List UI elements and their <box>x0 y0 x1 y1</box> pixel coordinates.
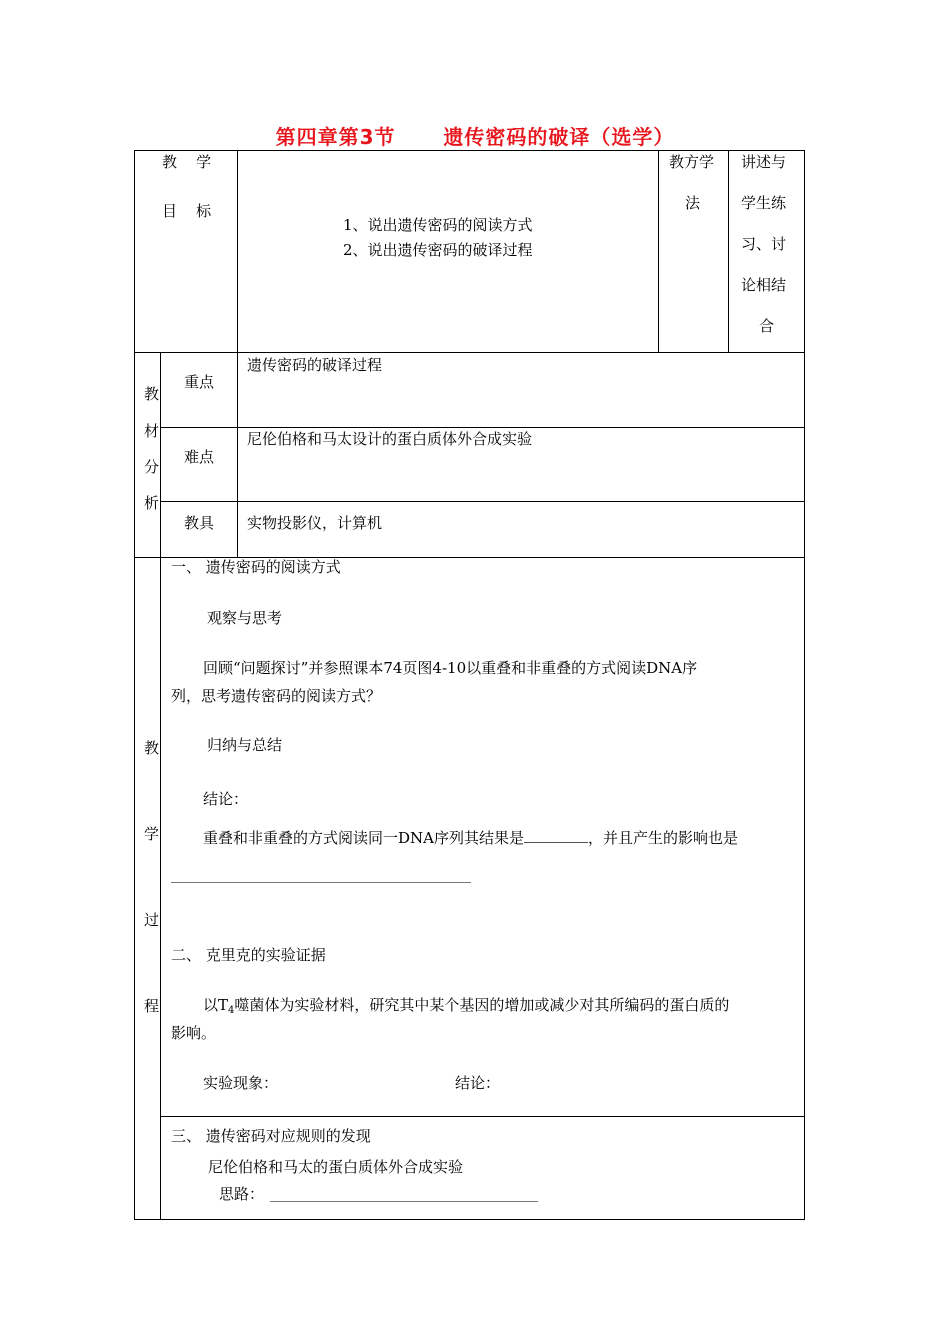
process-label-char-2: 学 <box>144 825 160 843</box>
method-text-line5: 合 <box>759 317 775 335</box>
section-1-observe: 观察与思考 <box>207 609 283 627</box>
teaching-aids-content: 实物投影仪，计算机 <box>247 514 383 532</box>
section-2-phenomenon-label: 实验现象： <box>203 1074 279 1092</box>
section-1-paragraph-line2: 列，思考遗传密码的阅读方式？ <box>171 687 382 705</box>
key-point-label: 重点 <box>184 373 215 391</box>
teaching-aids-label: 教具 <box>184 514 215 532</box>
method-text-line1: 讲述与 <box>741 153 787 171</box>
section-1-conclusion-label: 结论： <box>203 790 249 808</box>
method-label-line2: 法 <box>685 194 701 212</box>
analysis-label-char-3: 分 <box>144 458 160 476</box>
section-2-paragraph-line2: 影响。 <box>171 1024 217 1042</box>
difficulty-content: 尼伦伯格和马太设计的蛋白质体外合成实验 <box>247 430 533 448</box>
method-text-line2: 学生练 <box>741 194 787 212</box>
method-text-line4: 论相结 <box>741 276 787 294</box>
method-label-line1: 教方学 <box>669 153 715 171</box>
section-3-heading: 三、 遗传密码对应规则的发现 <box>171 1127 371 1145</box>
section-2-text-post: 噬菌体为实验材料，研究其中某个基因的增加或减少对其所编码的蛋白质的 <box>234 996 730 1014</box>
analysis-label-char-4: 析 <box>144 494 160 512</box>
section-1-result-text-b: ，并且产生的影响也是 <box>588 829 739 847</box>
objective-item-1: 1、说出遗传密码的阅读方式 <box>343 216 533 234</box>
section-1-heading: 一、 遗传密码的阅读方式 <box>171 558 341 576</box>
section-2-heading: 二、 克里克的实验证据 <box>171 946 326 964</box>
method-text-line3: 习、讨 <box>741 235 787 253</box>
answer-blank-line[interactable] <box>171 882 471 883</box>
analysis-label-char-2: 材 <box>144 422 160 440</box>
key-point-content: 遗传密码的破译过程 <box>247 356 383 374</box>
result-blank[interactable] <box>524 828 588 843</box>
objectives-label-top: 教 学 <box>162 153 212 171</box>
process-label-char-3: 过 <box>144 911 160 929</box>
section-2-text-pre: 以T <box>203 996 229 1014</box>
section-1-summarize: 归纳与总结 <box>207 736 283 754</box>
section-2-text-subscript: 4 <box>228 1005 235 1016</box>
section-1-result-text-a: 重叠和非重叠的方式阅读同一DNA序列其结果是 <box>203 829 524 847</box>
section-1-result-line <box>203 828 738 846</box>
analysis-label-char-1: 教 <box>144 385 160 403</box>
process-label-char-1: 教 <box>144 739 160 757</box>
objectives-label-bottom: 目 标 <box>162 202 212 220</box>
process-label-char-4: 程 <box>144 997 160 1015</box>
section-2-paragraph-line1 <box>203 998 729 1016</box>
difficulty-label: 难点 <box>184 448 215 466</box>
idea-blank-line[interactable] <box>270 1201 538 1202</box>
objective-item-2: 2、说出遗传密码的破译过程 <box>343 241 533 259</box>
document-title: 第四章第3节 遗传密码的破译（选学） <box>275 125 675 149</box>
section-2-conclusion-label: 结论： <box>455 1074 501 1092</box>
section-1-paragraph-line1: 回顾“问题探讨”并参照课本74页图4-10以重叠和非重叠的方式阅读DNA序 <box>203 659 698 677</box>
section-3-subheading: 尼伦伯格和马太的蛋白质体外合成实验 <box>208 1158 464 1176</box>
section-3-idea-label: 思路： <box>219 1185 265 1203</box>
